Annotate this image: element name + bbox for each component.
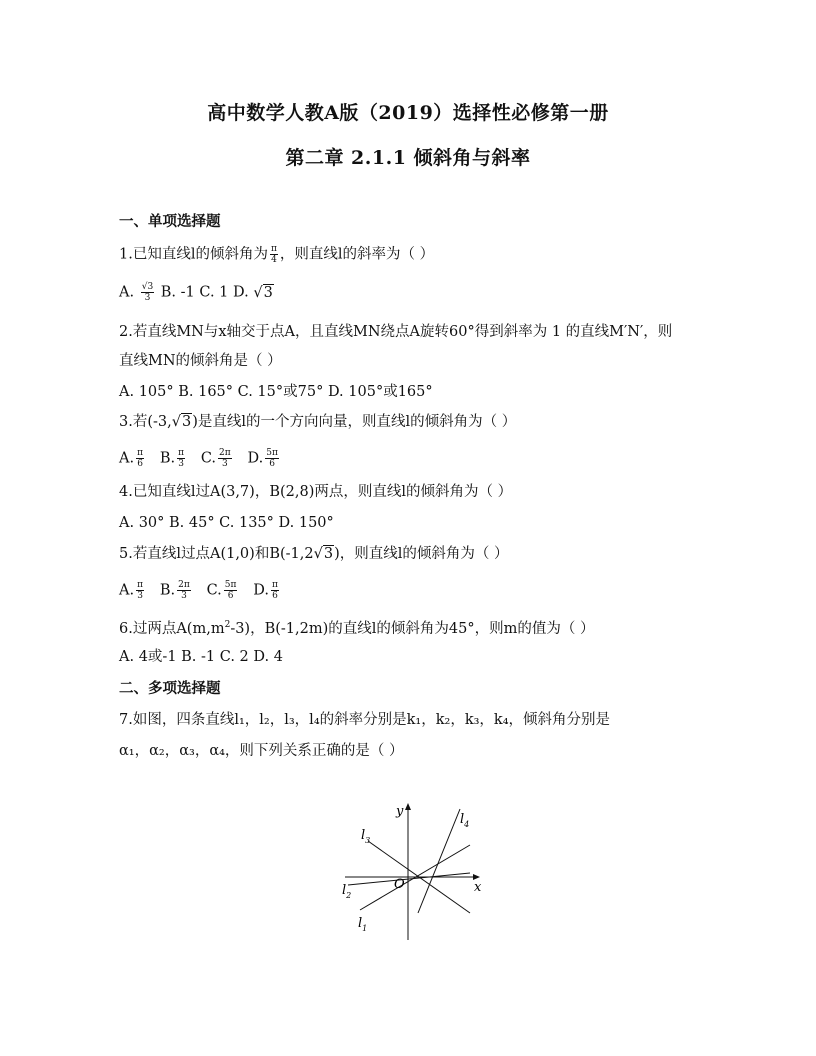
- q5-options: A. $\frac{\pi}{3}$ B. $\frac{2\pi}{3}$ C. $\frac{5\pi}{6}$ D. $\frac{\pi}{6}$: [119, 580, 278, 601]
- q3-options: A. $\frac{\pi}{6}$ B. $\frac{\pi}{3}$ C. $\frac{2\pi}{3}$ D. $\frac{5\pi}{6}$: [119, 448, 278, 469]
- l1-label: $l_1$: [358, 916, 368, 933]
- document-title: 高中数学人教A版（2019）选择性必修第一册: [207, 102, 609, 124]
- y-axis-arrow: [405, 803, 411, 810]
- q4-options: A. 30° B. 45° C. 135° D. 150°: [119, 515, 334, 531]
- q6-options: A. 4或-1 B. -1 C. 2 D. 4: [119, 649, 283, 665]
- question-2-line2: 直线MN的倾斜角是（ ）: [119, 353, 282, 369]
- question-1: [119, 244, 434, 265]
- l3-label: $l_3$: [361, 828, 371, 845]
- q1-options: A. $\frac{√3}{3}$ B. -1 C. 1 D. √3: [119, 282, 273, 303]
- section-single-choice: 一、单项选择题: [119, 213, 221, 230]
- q1-prefix: 1.已知直线l的倾斜角为: [119, 246, 268, 263]
- x-axis-label: x: [474, 880, 482, 895]
- document-subtitle: 第二章 2.1.1 倾斜角与斜率: [285, 147, 531, 169]
- question-7-line2: α₁，α₂，α₃，α₄，则下列关系正确的是（ ）: [119, 743, 404, 759]
- q1-fraction: $\frac{\pi}{4}$: [270, 244, 277, 265]
- y-axis-label: y: [396, 804, 404, 819]
- question-5: 5.若直线l过点A(1,0)和B(-1,2√3)，则直线l的倾斜角为（ ）: [119, 546, 509, 562]
- l2-label: $l_2$: [342, 883, 352, 900]
- origin-label: O: [394, 877, 405, 892]
- question-3: 3.若(-3,√3)是直线l的一个方向向量，则直线l的倾斜角为（ ）: [119, 414, 517, 430]
- question-7-line1: 7.如图，四条直线l₁，l₂，l₃，l₄的斜率分别是k₁，k₂，k₃，k₄，倾斜角分别是: [119, 712, 611, 728]
- q3-sqrt: √3: [171, 414, 192, 430]
- q1-option-d-sqrt: √3: [253, 284, 273, 301]
- question-6: 6.过两点$A(m,m^2-3)$，B(-1,2m)的直线l的倾斜角为45°，则m的值为（ ）: [119, 620, 595, 637]
- q1-suffix: ，则直线l的斜率为（ ）: [279, 246, 435, 263]
- l4-label: $l_4$: [460, 812, 470, 829]
- section-multiple-choice: 二、多项选择题: [119, 680, 221, 697]
- line-l2: [348, 873, 470, 885]
- q5-sqrt: √3: [313, 546, 334, 562]
- question-4: 4.已知直线l过A(3,7)，B(2,8)两点，则直线l的倾斜角为（ ）: [119, 484, 513, 500]
- q2-options: A. 105° B. 165° C. 15°或75° D. 105°或165°: [119, 384, 433, 400]
- line-l4: [418, 809, 460, 913]
- slope-lines-figure: [320, 795, 500, 945]
- q1-option-a-fraction: $\frac{√3}{3}$: [141, 282, 154, 303]
- question-2-line1: 2.若直线MN与x轴交于点A，且直线MN绕点A旋转60°得到斜率为 1 的直线M′N′，则: [119, 324, 673, 340]
